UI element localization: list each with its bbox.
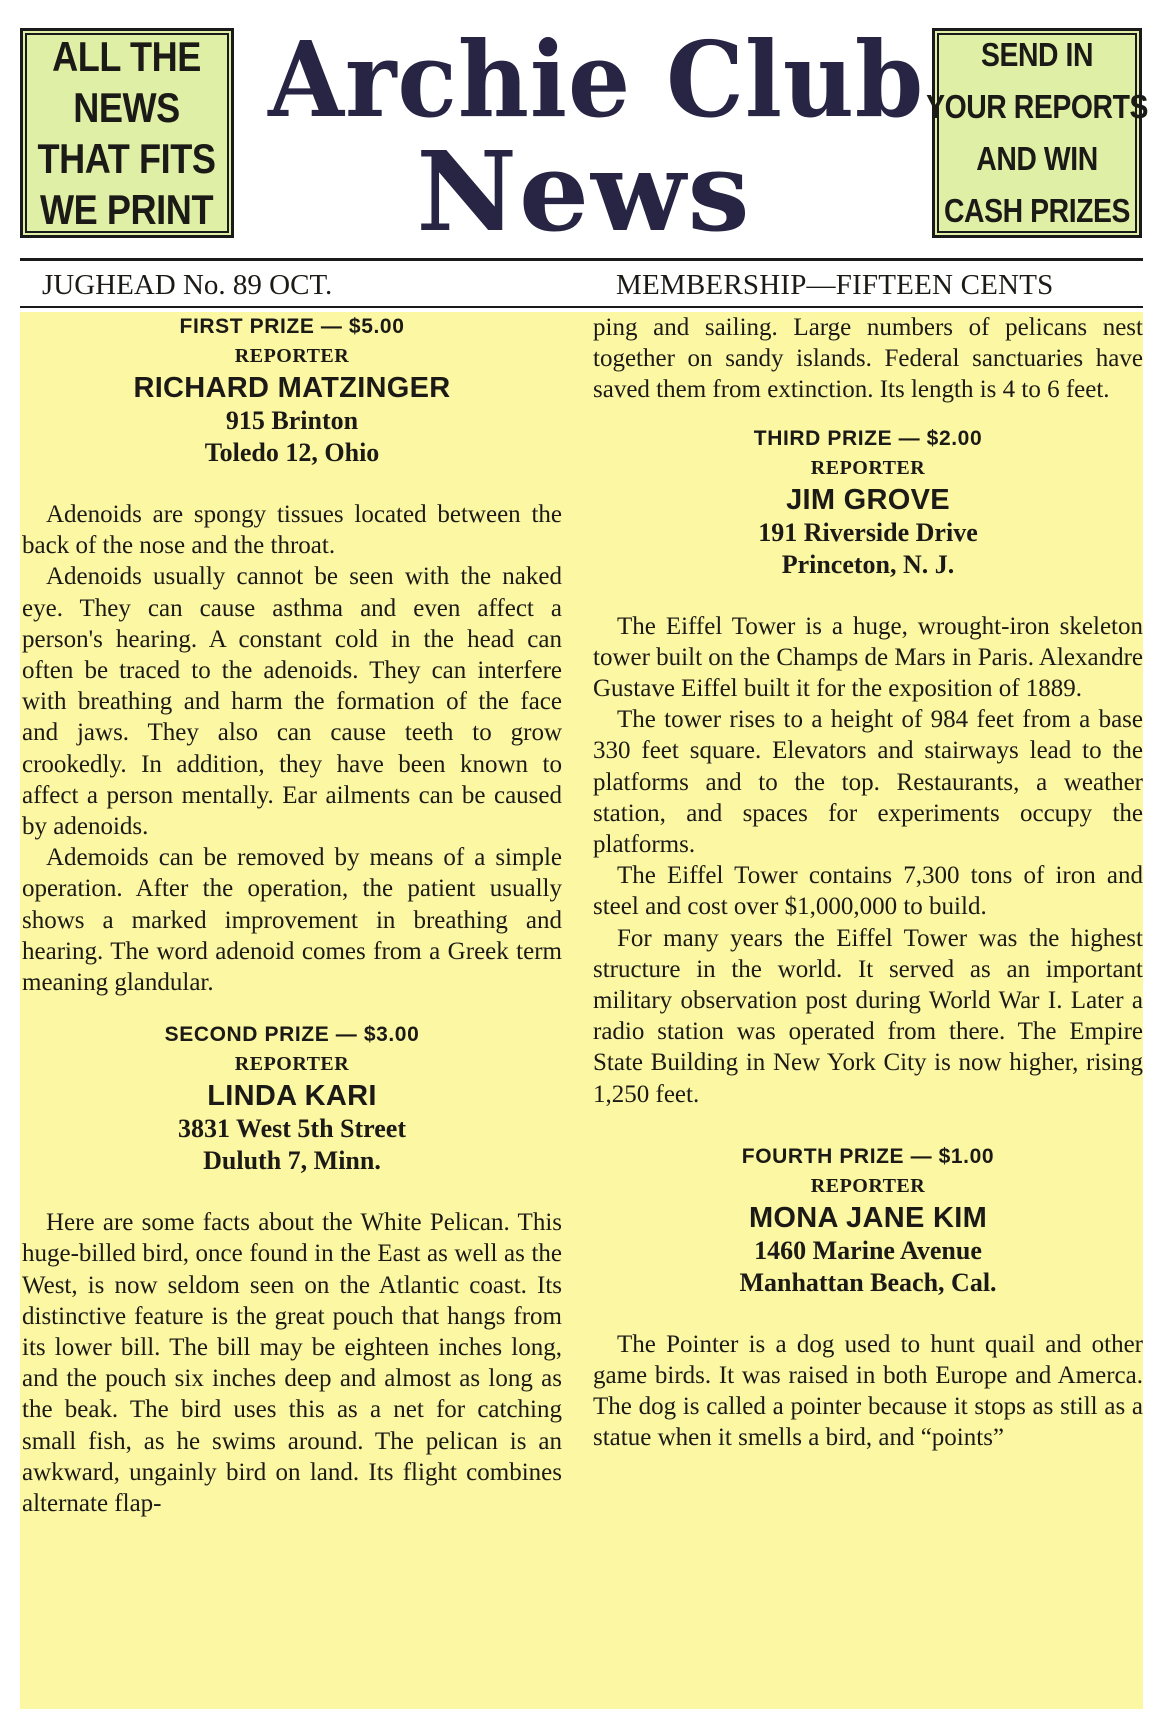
slogan-line: ALL THE [52, 33, 202, 80]
article-paragraph: The Eiffel Tower contains 7,300 tons of iron and steel and cost over $1,000,000 to build. [593, 862, 1143, 921]
reporter-label: REPORTER [810, 1174, 926, 1197]
entry-fourth-prize [593, 1142, 1143, 1299]
prize-heading: FIRST PRIZE — $5.00 [179, 315, 405, 338]
entry-first-prize [22, 312, 562, 469]
article-paragraph: The tower rises to a height of 984 feet from a base 330 feet square. Elevators and stairways lead to the platforms and to the top. Restaurants, a weather station, and spaces for experiments occupy the platforms. [593, 706, 1143, 859]
article-paragraph: Here are some facts about the White Pelican. This huge-billed bird, once found in the East as well as the West, is now seldom seen on the Atlantic coast. Its distinctive feature is the great pouch that hangs from its lower bill. The bill may be eighteen inches long, and the pouch six inches deep and almost as long as the beak. The bird uses this as a net for catching small fish, as he swims around. The pelican is an awkward, ungainly bird on land. Its flight combines alternate flap- [22, 1209, 562, 1518]
prize-heading: SECOND PRIZE — $3.00 [164, 1023, 420, 1047]
reporter-address: 3831 West 5th Street [178, 1114, 406, 1144]
membership-label: MEMBERSHIP—FIFTEEN CENTS [616, 269, 1054, 301]
prize-heading: THIRD PRIZE — $2.00 [753, 426, 983, 450]
entry-third-prize [593, 424, 1143, 581]
masthead-title [248, 18, 925, 256]
reporter-label: REPORTER [234, 345, 350, 367]
slogan-box-right [926, 28, 1148, 238]
reporter-city: Princeton, N. J. [781, 549, 955, 579]
slogan-line: SEND IN [980, 36, 1094, 73]
reporter-name: JIM GROVE [786, 483, 950, 516]
article-paragraph: Ademoids can be removed by means of a simple operation. After the operation, the patient usually shows a marked improvement in breathing and hearing. The word adenoid comes from a Greek term meaning glandular. [22, 844, 562, 997]
article-paragraph: The Eiffel Tower is a huge, wrought-iron skeleton tower built on the Champs de Mars in Paris. Alexandre Gustave Eiffel built it for the exposition of 1889. [593, 612, 1143, 703]
right-column [593, 312, 1143, 1454]
article-paragraph: Adenoids usually cannot be seen with the naked eye. They can cause asthma and even affect a person's hearing. A constant cold in the head can often be traced to the adenoids. They can interfere with breathing and harm the formation of the face and jaws. They also can cause teeth to grow crookedly. In addition, they have been known to affect a person mentally. Ear ailments can be caused by adenoids. [22, 563, 562, 841]
article-paragraph: The Pointer is a dog used to hunt quail and other game birds. It was raised in both Europe and Amerca. The dog is called a pointer because it stops as still as a statue when it smells a bird, and “points” [593, 1330, 1143, 1452]
article-paragraph: Adenoids are spongy tissues located between the back of the nose and the throat. [22, 501, 562, 560]
article-paragraph: For many years the Eiffel Tower was the highest structure in the world. It served as an important military observation post during World War I. Later a radio station was operated from there. The Empire State Building in New York City is now higher, rising 1,250 feet. [593, 924, 1143, 1108]
news-panel [20, 312, 1143, 1709]
reporter-city: Manhattan Beach, Cal. [739, 1267, 997, 1297]
prize-heading: FOURTH PRIZE — $1.00 [741, 1144, 995, 1168]
header-divider-top [20, 258, 1143, 261]
entry-second-prize [22, 1020, 562, 1177]
issue-label: JUGHEAD No. 89 OCT. [42, 269, 333, 301]
slogan-line: CASH PRIZES [943, 192, 1131, 229]
slogan-line: YOUR REPORTS [926, 88, 1148, 125]
slogan-box-left [20, 28, 234, 238]
slogan-line: WE PRINT [40, 186, 214, 233]
reporter-city: Toledo 12, Ohio [204, 438, 380, 467]
masthead-line-2: News [416, 127, 752, 256]
slogan-line: THAT FITS [37, 135, 217, 182]
reporter-name: RICHARD MATZINGER [133, 372, 451, 404]
reporter-address: 1460 Marine Avenue [754, 1235, 982, 1265]
reporter-name: MONA JANE KIM [748, 1201, 988, 1234]
left-column [22, 312, 562, 1519]
reporter-name: LINDA KARI [207, 1080, 377, 1113]
header-divider-bottom [20, 306, 1143, 308]
reporter-city: Duluth 7, Minn. [203, 1146, 381, 1176]
reporter-label: REPORTER [234, 1053, 350, 1076]
slogan-line: NEWS [73, 84, 181, 131]
slogan-line: AND WIN [976, 140, 1098, 177]
masthead-line-1: Archie Club [268, 18, 925, 141]
article-paragraph-continued: ping and sailing. Large numbers of pelicans nest together on sandy islands. Federal sanctuaries have saved them from extinction. Its length is 4 to 6 feet. [593, 314, 1143, 404]
reporter-address: 915 Brinton [225, 406, 359, 435]
reporter-address: 191 Riverside Drive [758, 517, 978, 547]
reporter-label: REPORTER [810, 456, 926, 479]
